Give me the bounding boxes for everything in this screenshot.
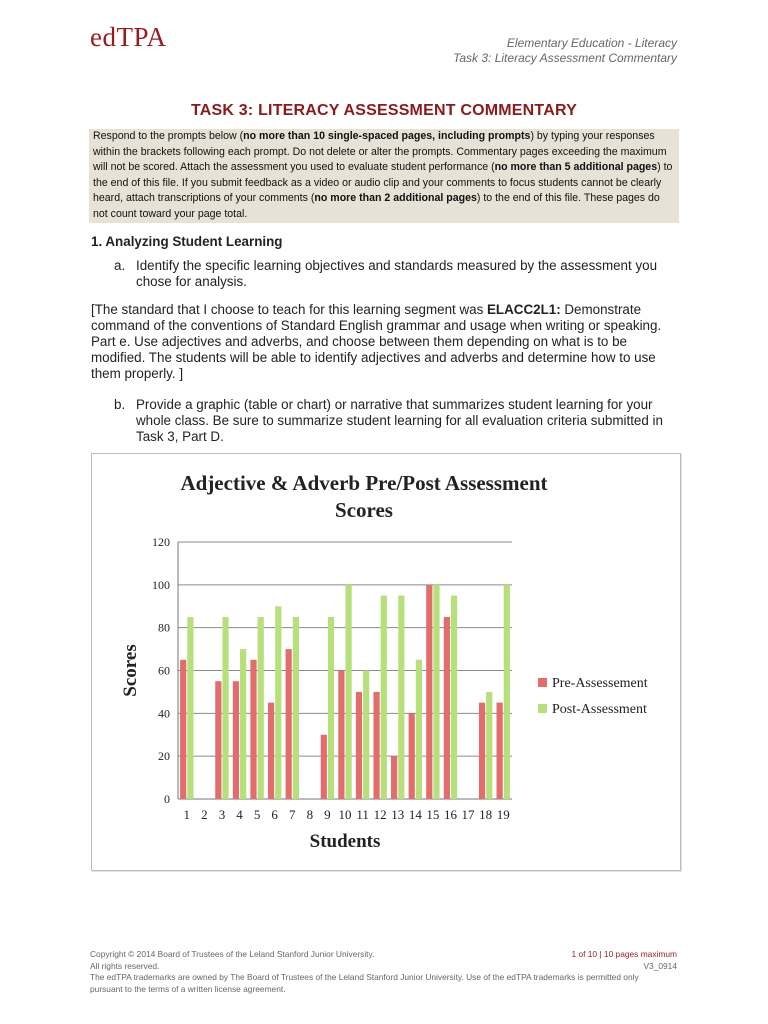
copyright-text: Copyright © 2014 Board of Trustees of the Leland Stanford Junior University. [90, 949, 375, 959]
response-a-post: Demonstrate command of the conventions of Standard English grammar and usage when writing or speaking. Part e. Use adjectives and adverbs, and choose between them depending on what is to be modified. The students will be able to identify adjectives and adverbs and determine how to use them properly. ] [91, 302, 662, 381]
x-axis-title: Students [309, 831, 381, 852]
legend-swatch-pre [538, 678, 547, 687]
page-title: TASK 3: LITERACY ASSESSMENT COMMENTARY [191, 102, 577, 119]
bar-pre [268, 703, 274, 799]
bar-pre [391, 756, 397, 799]
x-tick-label: 15 [426, 807, 440, 822]
y-tick-label: 40 [158, 706, 170, 721]
page-count: 1 of 10 | 10 pages maximum [571, 949, 677, 959]
bar-post [451, 596, 457, 799]
bar-post [363, 671, 369, 800]
edtpa-logo: edTPA [90, 22, 167, 52]
bar-post [504, 585, 510, 799]
section-heading: 1. Analyzing Student Learning [91, 234, 283, 249]
x-tick-label: 6 [271, 807, 278, 822]
x-tick-label: 12 [373, 807, 387, 822]
bar-pre [180, 660, 186, 799]
bar-pre [409, 713, 415, 799]
prompt-a-text: Identify the specific learning objectives and standards measured by the assessment you chose for analysis. [136, 258, 658, 289]
legend-label-pre: Pre-Assessement [552, 676, 648, 691]
version-label: V3_0914 [643, 960, 677, 971]
prompt-a-label: a. [114, 258, 126, 273]
bar-pre [250, 660, 256, 799]
instr-text-4: ) to the end of this file. These pages do not count toward your page total. [93, 192, 660, 220]
instr-bold-2: no more than 5 additional pages [494, 161, 658, 174]
y-tick-label: 80 [158, 620, 170, 635]
bar-post [187, 617, 193, 799]
bar-post [433, 585, 439, 799]
bar-pre [233, 681, 239, 799]
trademark-text: The edTPA trademarks are owned by The Board of Trustees of the Leland Stanford Junior University. Use of the edTPA trademarks is permitted only pursuant to the terms of a written license agreement. [90, 972, 639, 995]
footer-copyright [90, 949, 650, 996]
prompt-a [114, 258, 680, 290]
x-tick-label: 5 [253, 807, 261, 822]
bar-post [346, 585, 352, 799]
bar-post [486, 692, 492, 799]
bar-post [240, 649, 246, 799]
bar-post [398, 596, 404, 799]
footer-page-info [571, 949, 677, 972]
bar-pre [215, 681, 221, 799]
score-chart [91, 453, 681, 871]
bar-post [328, 617, 334, 799]
bar-pre [373, 692, 379, 799]
x-tick-label: 8 [306, 807, 314, 822]
x-tick-label: 13 [391, 807, 405, 822]
instr-bold-1: no more than 10 single-spaced pages, including prompts [243, 130, 531, 142]
bar-pre [444, 617, 450, 799]
program-name: Elementary Education - Literacy [506, 36, 677, 50]
prompt-b [114, 397, 680, 445]
y-tick-label: 120 [152, 535, 170, 549]
x-tick-label: 1 [183, 807, 191, 822]
chart-title-line-2: Scores [335, 498, 393, 522]
bar-pre [479, 703, 485, 799]
y-tick-label: 60 [158, 663, 170, 678]
x-tick-label: 16 [443, 807, 457, 822]
x-tick-label: 11 [356, 807, 369, 822]
bar-pre [356, 692, 362, 799]
bar-post [258, 617, 264, 799]
chart-title-line-1: Adjective & Adverb Pre/Post Assessment [180, 471, 548, 495]
bar-pre [286, 649, 292, 799]
legend-swatch-post [538, 704, 547, 713]
response-a-pre: [The standard that I choose to teach for this learning segment was [91, 302, 487, 317]
task-label: Task 3: Literacy Assessment Commentary [453, 51, 677, 65]
bar-pre [338, 671, 344, 800]
x-tick-label: 10 [338, 807, 352, 822]
rights-text: All rights reserved. [90, 960, 160, 971]
x-tick-label: 14 [408, 807, 422, 822]
x-tick-label: 2 [201, 807, 208, 822]
x-tick-label: 3 [218, 807, 226, 822]
bar-post [416, 660, 422, 799]
bar-post [293, 617, 299, 799]
standard-code: ELACC2L1: [487, 302, 561, 317]
instr-bold-3: no more than 2 additional pages [314, 192, 477, 205]
bar-pre [497, 703, 503, 799]
instr-text-2: ) by typing your responses within the brackets following each prompt. Do not delete or alter the prompts. Commentary pages exceeding the maximum will not be scored. Attach the assessment you used to evaluate student performance ( [93, 130, 667, 174]
bar-pre [321, 735, 327, 799]
y-axis-title: Scores [120, 644, 141, 697]
prompt-b-label: b. [114, 397, 126, 412]
running-header [453, 36, 677, 66]
x-tick-label: 19 [496, 807, 510, 822]
x-tick-label: 9 [324, 807, 331, 822]
response-a[interactable] [91, 302, 681, 382]
instructions-box [89, 129, 679, 223]
legend-label-post: Post-Assessment [552, 702, 647, 717]
y-tick-label: 20 [158, 749, 170, 764]
bar-post [275, 606, 281, 799]
y-tick-label: 100 [152, 577, 170, 592]
bar-post [381, 596, 387, 799]
y-tick-label: 0 [164, 792, 170, 806]
x-tick-label: 18 [479, 807, 493, 822]
x-tick-label: 17 [461, 807, 475, 822]
bar-pre [426, 585, 432, 799]
chart-svg [92, 454, 680, 870]
instr-text-3: ) to the end of this file. If you submit feedback as a video or audio clip and your comments to focus students cannot be clearly heard, attach transcriptions of your comments ( [93, 161, 673, 205]
bar-post [222, 617, 228, 799]
x-tick-label: 7 [289, 807, 296, 822]
instr-text-1: Respond to the prompts below ( [93, 130, 244, 142]
x-tick-label: 4 [236, 807, 243, 822]
prompt-b-text: Provide a graphic (table or chart) or narrative that summarizes student learning for your whole class. Be sure to summarize student learning for all evaluation criteria submitted in Task 3, Part D. [136, 397, 663, 444]
